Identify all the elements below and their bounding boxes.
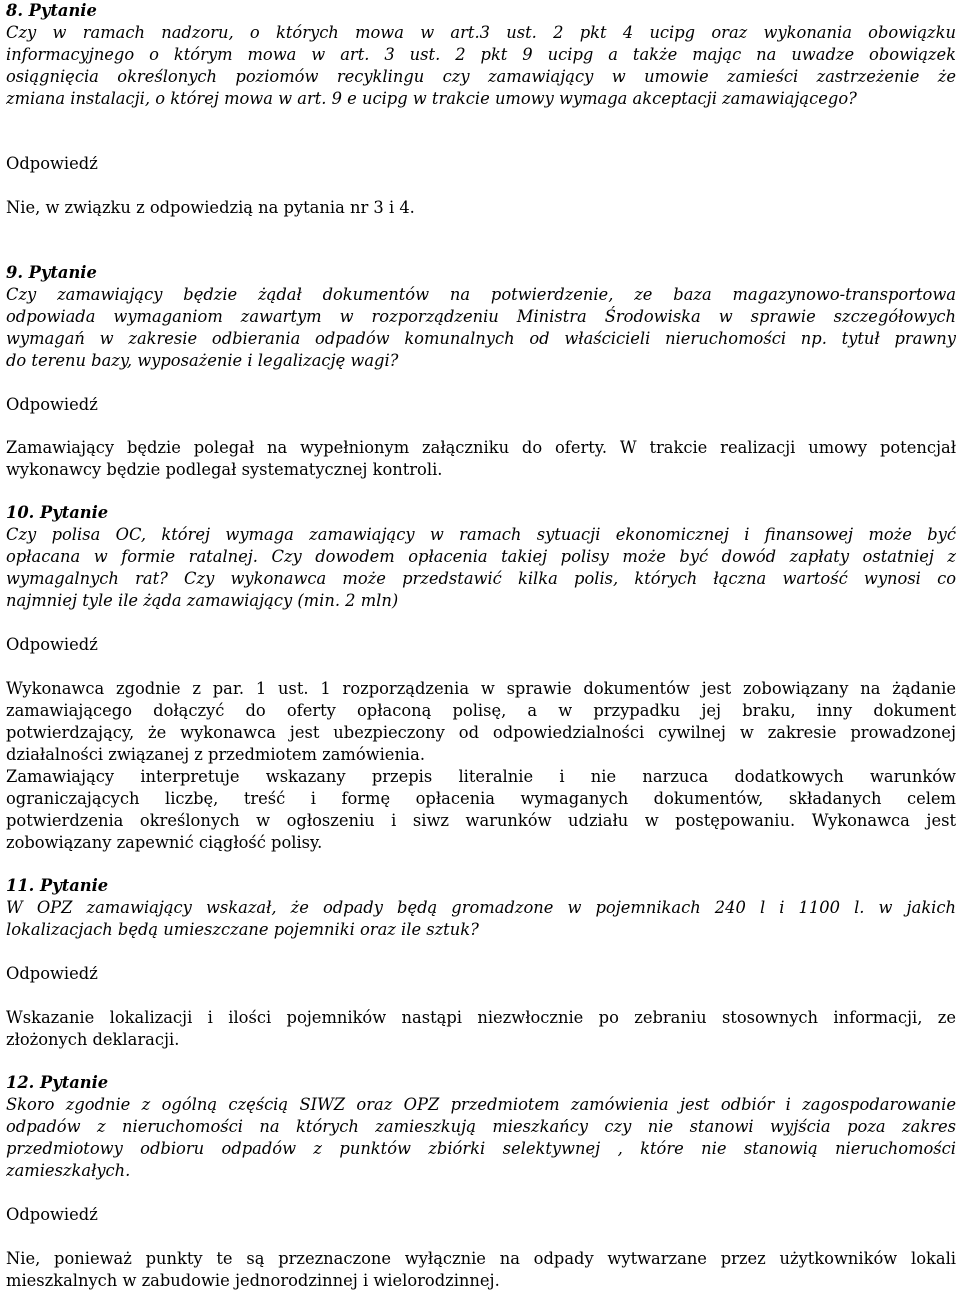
section-8-heading: 8. Pytanie [6,1,97,20]
section-10-heading: 10. Pytanie [6,503,109,522]
section-10-answer-line: Zamawiający interpretuje wskazany przepis literalnie i nie narzuca dodatkowych warunków [6,767,956,786]
section-11-heading: 11. Pytanie [6,876,109,895]
section-12-question-line: przedmiotowy odbioru odpadów z punktów zbiórki selektywnej , które nie stanowią nieruchomości [6,1139,956,1158]
section-9-question-line: do terenu bazy, wyposażenie i legalizację wagi? [6,351,399,370]
section-10-answer-line: zamawiającego dołączyć do oferty opłaconą polisę, a w przypadku jej braku, inny dokument [6,701,956,720]
section-10-answer-line: zobowiązany zapewnić ciągłość polisy. [6,833,323,852]
section-12-answer-line: mieszkalnych w zabudowie jednorodzinnej i wielorodzinnej. [6,1271,500,1290]
section-9-answer-label: Odpowiedź [6,395,98,414]
section-10-question-line: opłacana w formie ratalnej. Czy dowodem opłacenia takiej polisy może być dowód zapłaty ostatniej z [6,547,956,566]
section-12-question-line: Skoro zgodnie z ogólną częścią SIWZ oraz OPZ przedmiotem zamówienia jest odbiór i zagospodarowanie [6,1095,956,1114]
section-11-answer-line: złożonych deklaracji. [6,1030,180,1049]
section-12-heading: 12. Pytanie [6,1073,109,1092]
section-9-question-line: odpowiada wymaganiom zawartym w rozporządzeniu Ministra Środowiska w sprawie szczegółowych [6,307,956,326]
section-10-answer-line: działalności związanej z przedmiotem zamówienia. [6,745,426,764]
section-12-question-line: zamieszkałych. [6,1161,131,1180]
section-10-question-line: Czy polisa OC, której wymaga zamawiający w ramach sytuacji ekonomicznej i finansowej może być [6,525,956,544]
section-12-answer-label: Odpowiedź [6,1205,98,1224]
section-11-answer-line: Wskazanie lokalizacji i ilości pojemników nastąpi niezwłocznie po zebraniu stosownych informacji, ze [6,1008,956,1027]
section-8-question-line: osiągnięcia określonych poziomów recyklingu czy zamawiający w umowie zamieści zastrzeżenie że [6,67,956,86]
section-9-question-line: Czy zamawiający będzie żądał dokumentów na potwierdzenie, ze baza magazynowo-transportowa [6,285,956,304]
section-8-question-line: zmiana instalacji, o której mowa w art. 9 e ucipg w trakcie umowy wymaga akceptacji zamawiającego? [6,89,857,108]
section-11-question-line: W OPZ zamawiający wskazał, że odpady będą gromadzone w pojemnikach 240 l i 1100 l. w jakich [6,898,956,917]
section-11-answer-label: Odpowiedź [6,964,98,983]
section-12-answer-line: Nie, ponieważ punkty te są przeznaczone wyłącznie na odpady wytwarzane przez użytkowników lokali [6,1249,956,1268]
section-10-answer-line: potwierdzenia określonych w ogłoszeniu i siwz warunków udziału w postępowaniu. Wykonawca jest [6,811,956,830]
section-8-question-line: informacyjnego o którym mowa w art. 3 ust. 2 pkt 9 ucipg a także mając na uwadze obowiązek [6,45,956,64]
section-9-heading: 9. Pytanie [6,263,97,282]
section-10-answer-line: ograniczających liczbę, treść i formę opłacenia wymaganych dokumentów, składanych celem [6,789,956,808]
section-10-answer-label: Odpowiedź [6,635,98,654]
section-10-question-line: wymagalnych rat? Czy wykonawca może przedstawić kilka polis, których łączna wartość wynosi co [6,569,956,588]
section-8-answer-label: Odpowiedź [6,154,98,173]
section-9-question-line: wymagań w zakresie odbierania odpadów komunalnych od właścicieli nieruchomości np. tytuł prawny [6,329,956,348]
section-10-answer-line: potwierdzający, że wykonawca jest ubezpieczony od odpowiedzialności cywilnej w zakresie prowadzonej [6,723,956,742]
section-11-question-line: lokalizacjach będą umieszczane pojemniki oraz ile sztuk? [6,920,479,939]
section-10-answer-line: Wykonawca zgodnie z par. 1 ust. 1 rozporządzenia w sprawie dokumentów jest zobowiązany na żądanie [6,679,956,698]
section-8-question-line: Czy w ramach nadzoru, o których mowa w art.3 ust. 2 pkt 4 ucipg oraz wykonania obowiązku [6,23,956,42]
section-10-question-line: najmniej tyle ile żąda zamawiający (min. 2 mln) [6,591,399,610]
section-12-question-line: odpadów z nieruchomości na których zamieszkują mieszkańcy czy nie stanowi wyjścia poza zakres [6,1117,956,1136]
section-9-answer-line: wykonawcy będzie podlegał systematycznej kontroli. [6,460,443,479]
section-8-answer-line: Nie, w związku z odpowiedzią na pytania nr 3 i 4. [6,198,415,217]
section-9-answer-line: Zamawiający będzie polegał na wypełnionym załączniku do oferty. W trakcie realizacji umowy potencjał [6,438,956,457]
